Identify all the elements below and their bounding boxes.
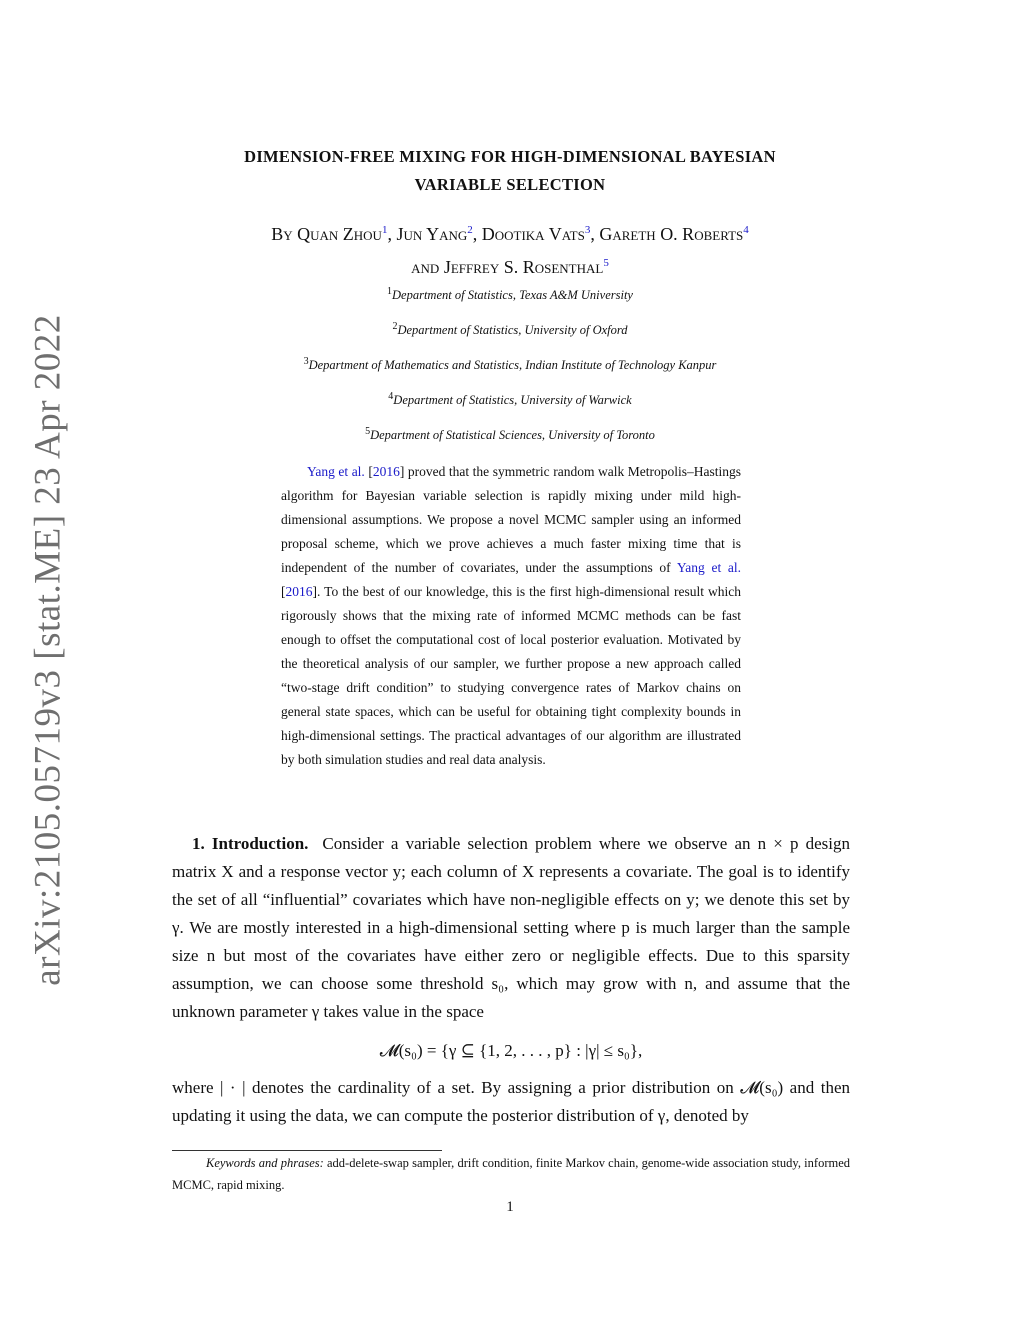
affil-link-5[interactable]: 5 [603, 257, 609, 269]
title-line-1: DIMENSION-FREE MIXING FOR HIGH-DIMENSIONAL BAYESIAN [244, 147, 776, 166]
display-equation: 𝓜(s₀) = {γ ⊆ {1, 2, . . . , p} : |γ| ≤ s₀}, [379, 1041, 643, 1060]
author-line-2 [150, 249, 870, 282]
keywords-label: Keywords and phrases: [206, 1156, 324, 1170]
affiliation-2: $^2$Department of Statistics, University of Oxford [392, 321, 628, 338]
section-heading: 1. Introduction. [192, 834, 309, 853]
affiliation-3: $^3$Department of Mathematics and Statistics, Indian Institute of Technology Kanpur [303, 356, 717, 373]
affiliation-1: $^1$Department of Statistics, Texas A&M University [387, 286, 633, 303]
affiliation-5: $^5$Department of Statistical Sciences, University of Toronto [365, 426, 655, 443]
author-rosenthal: Jeffrey S. Rosenthal [443, 257, 604, 277]
abstract: Yang et al. [2016] proved that the symmetric random walk Metropolis–Hastings algorithm for Bayesian variable selection is rapidly mixing under mild high-dimensional assumptions. We propose a novel MCMC sampler using an informed proposal scheme, which we prove achieves a much faster mixing time that is independent of the number of covariates, under the assumptions of Yang et al. [2016]. To the best of our knowledge, this is the first high-dimensional result which rigorously shows that the mixing rate of informed MCMC methods can be fast enough to offset the computational cost of local posterior evaluation. Motivated by the theoretical analysis of our sampler, we further propose a new approach called “two-stage drift condition” to studying convergence rates of Markov chains on general state spaces, which can be useful for obtaining tight complexity bounds in high-dimensional settings. The practical advantages of our algorithm are illustrated by both simulation studies and real data analysis. [281, 464, 741, 767]
citation-yang-year-2[interactable]: 2016 [285, 584, 313, 599]
author-vats: Dootika Vats [481, 224, 585, 244]
author-list [150, 216, 870, 282]
affil-link-2[interactable]: 2 [467, 224, 473, 236]
affil-link-4[interactable]: 4 [743, 224, 749, 236]
intro-text-2: where | · | denotes the cardinality of a set. By assigning a prior distribution on 𝓜(s₀) and then updating it using the data, we can compute the posterior distribution of γ, denoted by [172, 1078, 850, 1125]
affil-link-1[interactable]: 1 [381, 224, 388, 236]
keywords-text: add-delete-swap sampler, drift condition, finite Markov chain, genome-wide association study, informed MCMC, rapid mixing. [172, 1156, 850, 1192]
introduction-paragraph [172, 830, 850, 1026]
paper-title [150, 143, 870, 199]
author-yang: Jun Yang [396, 224, 468, 244]
affiliation-4: $^4$Department of Statistics, University of Warwick [388, 391, 632, 408]
arxiv-identifier: arXiv:2105.05719v3 [stat.ME] 23 Apr 2022 [27, 314, 69, 986]
abstract-text-2: . To the best of our knowledge, this is the first high-dimensional result which rigorously shows that the mixing rate of informed MCMC methods can be fast enough to offset the computational cost of local posterior evaluation. Motivated by the theoretical analysis of our sampler, we further propose a new approach called “two-stage drift condition” to studying convergence rates of Markov chains on general state spaces, which can be useful for obtaining tight complexity bounds in high-dimensional settings. The practical advantages of our algorithm are illustrated by both simulation studies and real data analysis. [281, 584, 741, 767]
intro-text-1: Consider a variable selection problem where we observe an n × p design matrix X and a response vector y; each column of X represents a covariate. The goal is to identify the set of all “influential” covariates which have non-negligible effects on y; we denote this set by γ. We are mostly interested in a high-dimensional setting where p is much larger than the sample size n but most of the covariates have either zero or negligible effects. Due to this sparsity assumption, we can choose some threshold s₀, which may grow with n, and assume that the unknown parameter γ takes value in the space [172, 834, 851, 1021]
affil-link-3[interactable]: 3 [584, 224, 591, 236]
author-roberts: Gareth O. Roberts [599, 224, 744, 244]
author-line-1: By Quan Zhou$^1$, Jun Yang$^2$, Dootika Vats$^3$, Gareth O. Roberts$^4$ [271, 224, 749, 244]
abstract-text-1: proved that the symmetric random walk Metropolis–Hastings algorithm for Bayesian variable selection is rapidly mixing under mild high-dimensional assumptions. We propose a novel MCMC sampler using an informed proposal scheme, which we prove achieves a much faster mixing time that is independent of the number of covariates, under the assumptions of [281, 464, 741, 575]
and-word: and [411, 257, 444, 277]
footnote-rule [172, 1150, 442, 1151]
citation-yang-author-2[interactable]: Yang et al. [676, 560, 741, 575]
title-line-2: VARIABLE SELECTION [414, 175, 606, 194]
by-word: By [271, 224, 298, 244]
citation-yang-author[interactable]: Yang et al. [307, 464, 365, 479]
page-number: 1 [506, 1199, 514, 1215]
footnote [172, 1152, 850, 1196]
author-zhou: Quan Zhou [297, 224, 382, 244]
citation-yang-year[interactable]: 2016 [372, 464, 400, 479]
